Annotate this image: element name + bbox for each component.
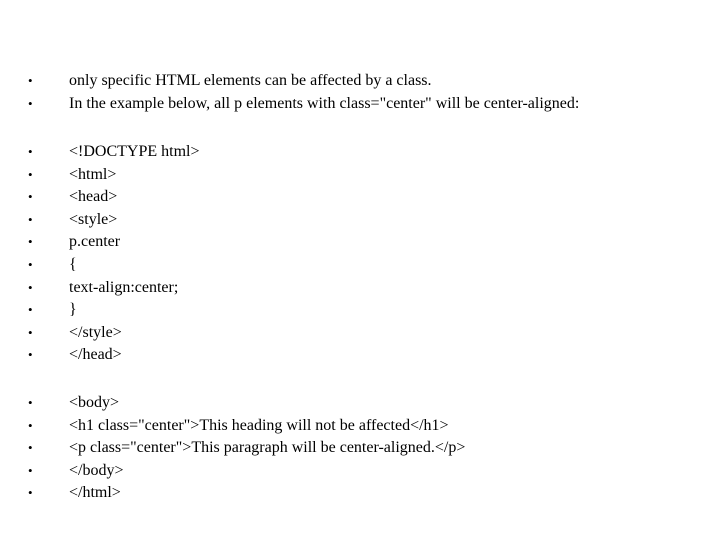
bullet-icon: • <box>28 144 33 159</box>
code-line: <head> <box>69 188 118 206</box>
bullet-icon: • <box>28 211 33 227</box>
code-line: <style> <box>69 210 118 228</box>
bullet-icon: • <box>28 234 33 250</box>
bullet-icon: • <box>28 462 33 478</box>
code-line: </html> <box>69 484 121 502</box>
code-line: text-align:center; <box>69 278 179 296</box>
code-line: { <box>69 255 77 273</box>
code-line: </head> <box>69 346 122 364</box>
code-line: } <box>69 301 77 319</box>
bullet-icon: • <box>28 417 33 433</box>
code-line: p.center <box>69 233 121 251</box>
bullet-icon: • <box>28 73 33 88</box>
code-line: <!DOCTYPE html> <box>69 143 200 160</box>
bullet-icon: • <box>28 485 33 501</box>
bullet-icon: • <box>28 395 33 410</box>
bullet-icon: • <box>28 302 33 318</box>
bullet-icon: • <box>28 279 33 295</box>
bullet-icon: • <box>28 189 33 205</box>
code-line: <h1 class="center">This heading will not be affected</h1> <box>69 416 449 434</box>
bullet-icon: • <box>28 324 33 340</box>
bullet-icon: • <box>28 256 33 272</box>
code-line: </style> <box>69 323 122 341</box>
bullet-icon: • <box>28 166 33 182</box>
bullet-icon: • <box>28 440 33 456</box>
code-line: <p class="center">This paragraph will be center-aligned.</p> <box>69 439 466 457</box>
bullet-icon: • <box>28 347 33 363</box>
list-item-text: only specific HTML elements can be affected by a class. <box>69 72 432 89</box>
bullet-icon: • <box>28 95 33 111</box>
code-line: <body> <box>69 394 120 411</box>
list-item-text: In the example below, all p elements with class="center" will be center-aligned: <box>69 94 580 112</box>
code-line: <html> <box>69 165 117 183</box>
code-line: </body> <box>69 461 124 479</box>
